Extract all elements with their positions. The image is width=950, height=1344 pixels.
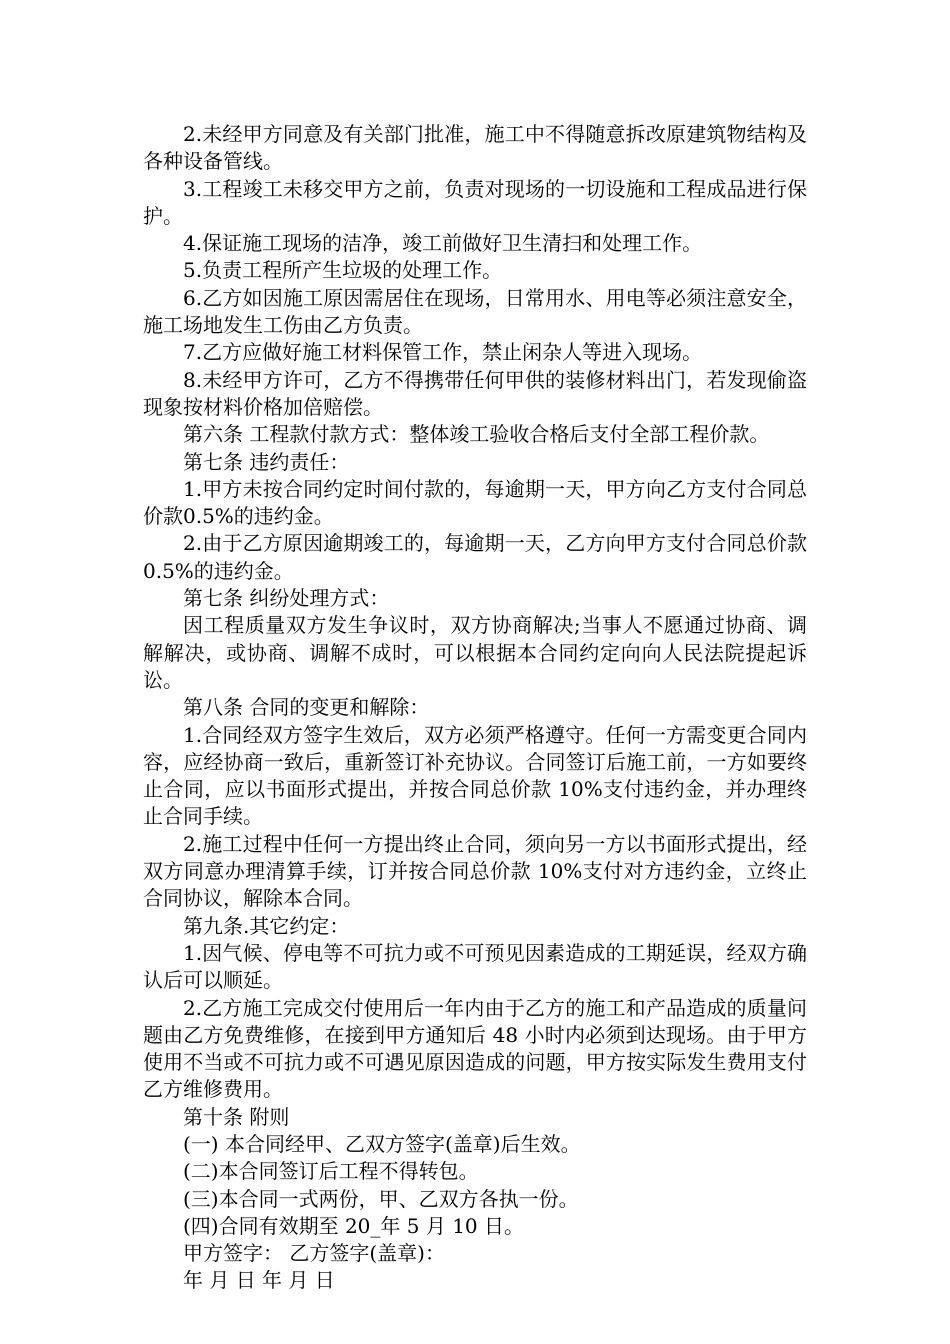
clause-item-7: 7.乙方应做好施工材料保管工作，禁止闲杂人等进入现场。 bbox=[183, 340, 703, 365]
article-9-heading: 第九条.其它约定： bbox=[183, 913, 350, 938]
article-10-heading: 第十条 附则 bbox=[183, 1104, 290, 1129]
article-6-payment: 第六条 工程款付款方式：整体竣工验收合格后支付全部工程价款。 bbox=[183, 422, 770, 447]
clause-item-6: 6.乙方如因施工原因需居住在现场，日常用水、用电等必须注意安全，施工场地发生工伤由乙方负责。 bbox=[143, 285, 807, 338]
clause-item-4: 4.保证施工现场的洁净，竣工前做好卫生清扫和处理工作。 bbox=[183, 231, 703, 256]
clause-item-5: 5.负责工程所产生垃圾的处理工作。 bbox=[183, 258, 503, 283]
other-item-2: 2.乙方施工完成交付使用后一年内由于乙方的施工和产品造成的质量问题由乙方免费维修，在接到甲方通知后 48 小时内必须到达现场。由于甲方使用不当或不可抗力或不可遇见原因造成的问题，甲方按实际发生费用支付乙方维修费用。 bbox=[143, 995, 807, 1102]
other-item-1: 1.因气候、停电等不可抗力或不可预见因素造成的工期延误，经双方确认后可以顺延。 bbox=[143, 940, 807, 993]
annex-item-3: (三)本合同一式两份，甲、乙双方各执一份。 bbox=[183, 1186, 579, 1211]
change-item-1: 1.合同经双方签字生效后，双方必须严格遵守。任何一方需变更合同内容，应经协商一致后，重新签订补充协议。合同签订后施工前，一方如要终止合同，应以书面形式提出，并按合同总价款 10%支付违约金，并办理终止合同手续。 bbox=[143, 722, 807, 829]
annex-item-2: (二)本合同签订后工程不得转包。 bbox=[183, 1159, 479, 1184]
document-body bbox=[143, 121, 807, 1295]
change-item-2: 2.施工过程中任何一方提出终止合同，须向另一方以书面形式提出，经双方同意办理清算手续，订并按合同总价款 10%支付对方违约金，立终止合同协议，解除本合同。 bbox=[143, 831, 807, 911]
clause-item-2: 2.未经甲方同意及有关部门批准，施工中不得随意拆改原建筑物结构及各种设备管线。 bbox=[143, 122, 807, 174]
liability-item-2: 2.由于乙方原因逾期竣工的，每逾期一天，乙方向甲方支付合同总价款0.5%的违约金。 bbox=[143, 531, 807, 583]
date-line: 年 月 日 年 月 日 bbox=[183, 1268, 335, 1293]
article-7-dispute-heading: 第七条 纠纷处理方式： bbox=[183, 586, 390, 611]
clause-item-3: 3.工程竣工未移交甲方之前，负责对现场的一切设施和工程成品进行保护。 bbox=[143, 176, 807, 228]
signature-line: 甲方签字： 乙方签字(盖章)： bbox=[183, 1241, 445, 1266]
annex-item-1: (一) 本合同经甲、乙双方签字(盖章)后生效。 bbox=[183, 1131, 581, 1156]
dispute-text: 因工程质量双方发生争议时，双方协商解决;当事人不愿通过协商、调解解决，或协商、调解不成时，可以根据本合同约定向向人民法院提起诉讼。 bbox=[143, 613, 807, 692]
annex-item-4: (四)合同有效期至 20_年 5 月 10 日。 bbox=[183, 1213, 525, 1238]
article-8-heading: 第八条 合同的变更和解除： bbox=[183, 695, 430, 720]
article-7-liability-heading: 第七条 违约责任： bbox=[183, 449, 350, 474]
clause-item-8: 8.未经甲方许可，乙方不得携带任何甲供的装修材料出门，若发现偷盗现象按材料价格加倍赔偿。 bbox=[143, 367, 807, 419]
liability-item-1: 1.甲方未按合同约定时间付款的，每逾期一天，甲方向乙方支付合同总价款0.5%的违约金。 bbox=[143, 476, 807, 529]
